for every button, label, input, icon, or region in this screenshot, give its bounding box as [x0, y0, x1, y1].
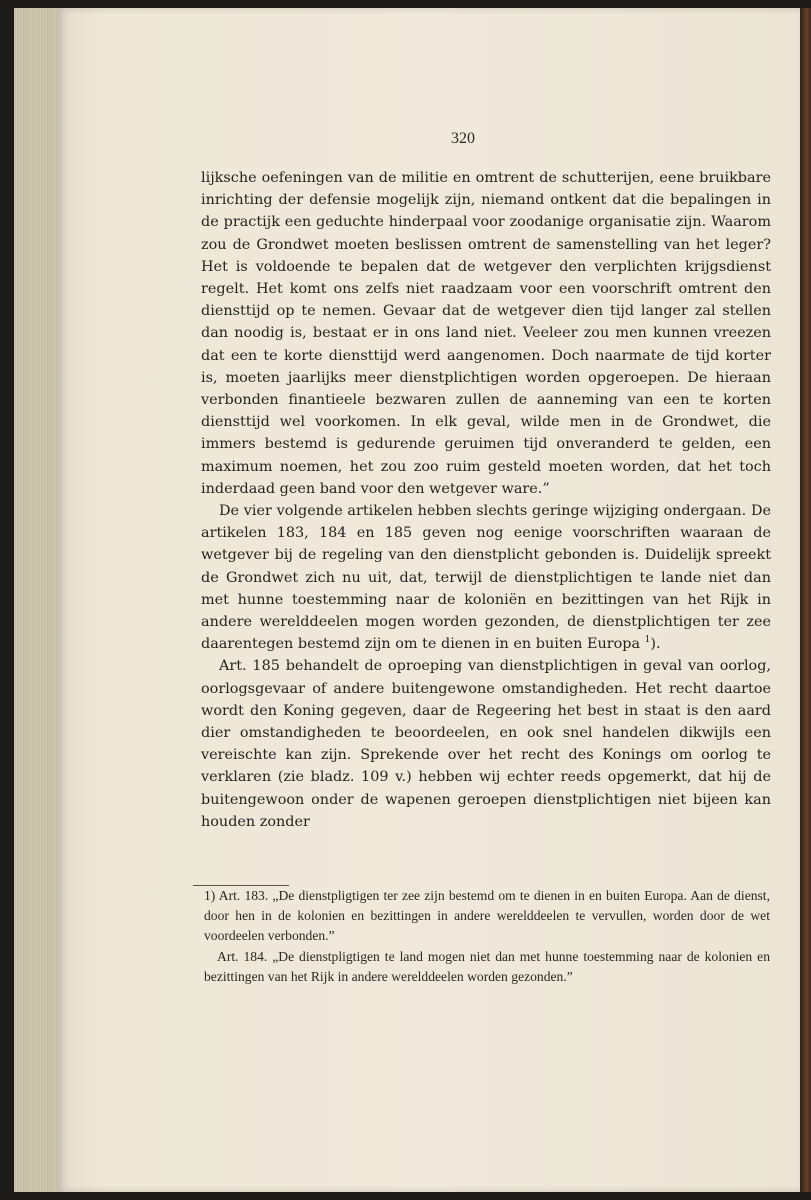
- paragraph: [201, 500, 771, 655]
- paragraph: Art. 185 behandelt de oproeping van dienstplichtigen in geval van oorlog, oorlogsgevaar of andere buitengewone omstandigheden. Het recht daartoe wordt den Koning gegeven, daar de Regeering het best in staat is den aard dier omstandigheden te beoordeelen, en ook snel handelen dikwijls een vereischte kan zijn. Sprekende over het recht des Konings om oorlog te verklaren (zie bladz. 109 v.) hebben wij echter reeds opgemerkt, dat hij de buitengewoon onder de wapenen geroepen dienstplichtigen niet bijeen kan houden zonder: [201, 658, 771, 830]
- paragraph: lijksche oefeningen van de militie en omtrent de schutterijen, eene bruikbare inrichting der defensie mogelijk zijn, niemand ontkent dat die bepalingen in de practijk een geduchte hinderpaal voor zoodanige organisatie zijn. Waarom zou de Grondwet moeten beslissen omtrent de samenstelling van het leger? Het is voldoende te bepalen dat de wetgever den verplichten krijgsdienst regelt. Het komt ons zelfs niet raadzaam voor een voorschrift omtrent den diensttijd op te nemen. Gevaar dat de wetgever dien tijd langer zal stellen dan noodig is, bestaat er in ons land niet. Veeleer zou men kunnen vreezen dat een te korte diensttijd werd aangenomen. Doch naarmate de tijd korter is, moeten jaarlijks meer dienstplichtigen worden opgeroepen. De hieraan verbonden finantieele bezwaren zullen de aanneming van een te korten diensttijd wel voorkomen. In elk geval, wilde men in de Grondwet, die immers bestemd is gedurende geruimen tijd onveranderd te gelden, een maximum noemen, het zou zoo ruim gesteld moeten worden, dat het toch inderdaad geen band voor den wetgever ware.”: [201, 170, 771, 497]
- body-text: [201, 167, 771, 833]
- paragraph-end: ).: [650, 636, 661, 653]
- page-number: 320: [451, 130, 475, 147]
- book-cover-edge: [800, 8, 811, 1192]
- footnotes: [204, 886, 770, 987]
- footnote: Art. 184. „De dienstpligtigen te land mogen niet dan met hunne toestemming naar de kolonien en bezittingen van het Rijk in andere werelddeelen worden gezonden.”: [204, 948, 770, 984]
- paragraph-text: De vier volgende artikelen hebben slechts geringe wijziging ondergaan. De artikelen 183, 184 en 185 geven nog eenige voorschriften waaraan de wetgever bij de regeling van den dienstplicht gebonden is. Duidelijk spreekt de Grondwet zich nu uit, dat, terwijl de dienstplichtigen te lande niet dan met hunne toestemming naar de koloniën en bezittingen van het Rijk in andere werelddeelen mogen worden gezonden, de dienstplichtigen ter zee daarentegen bestemd zijn om te dienen in en buiten Europa: [201, 503, 771, 653]
- footnote-reference: 1: [644, 635, 651, 646]
- footnote: 1) Art. 183. „De dienstpligtigen ter zee zijn bestemd om te dienen in en buiten Europa. Aan de dienst, door hen in de kolonien en bezittingen in andere werelddeelen te vervullen, worden door de wet voordeelen verbonden.”: [204, 888, 770, 944]
